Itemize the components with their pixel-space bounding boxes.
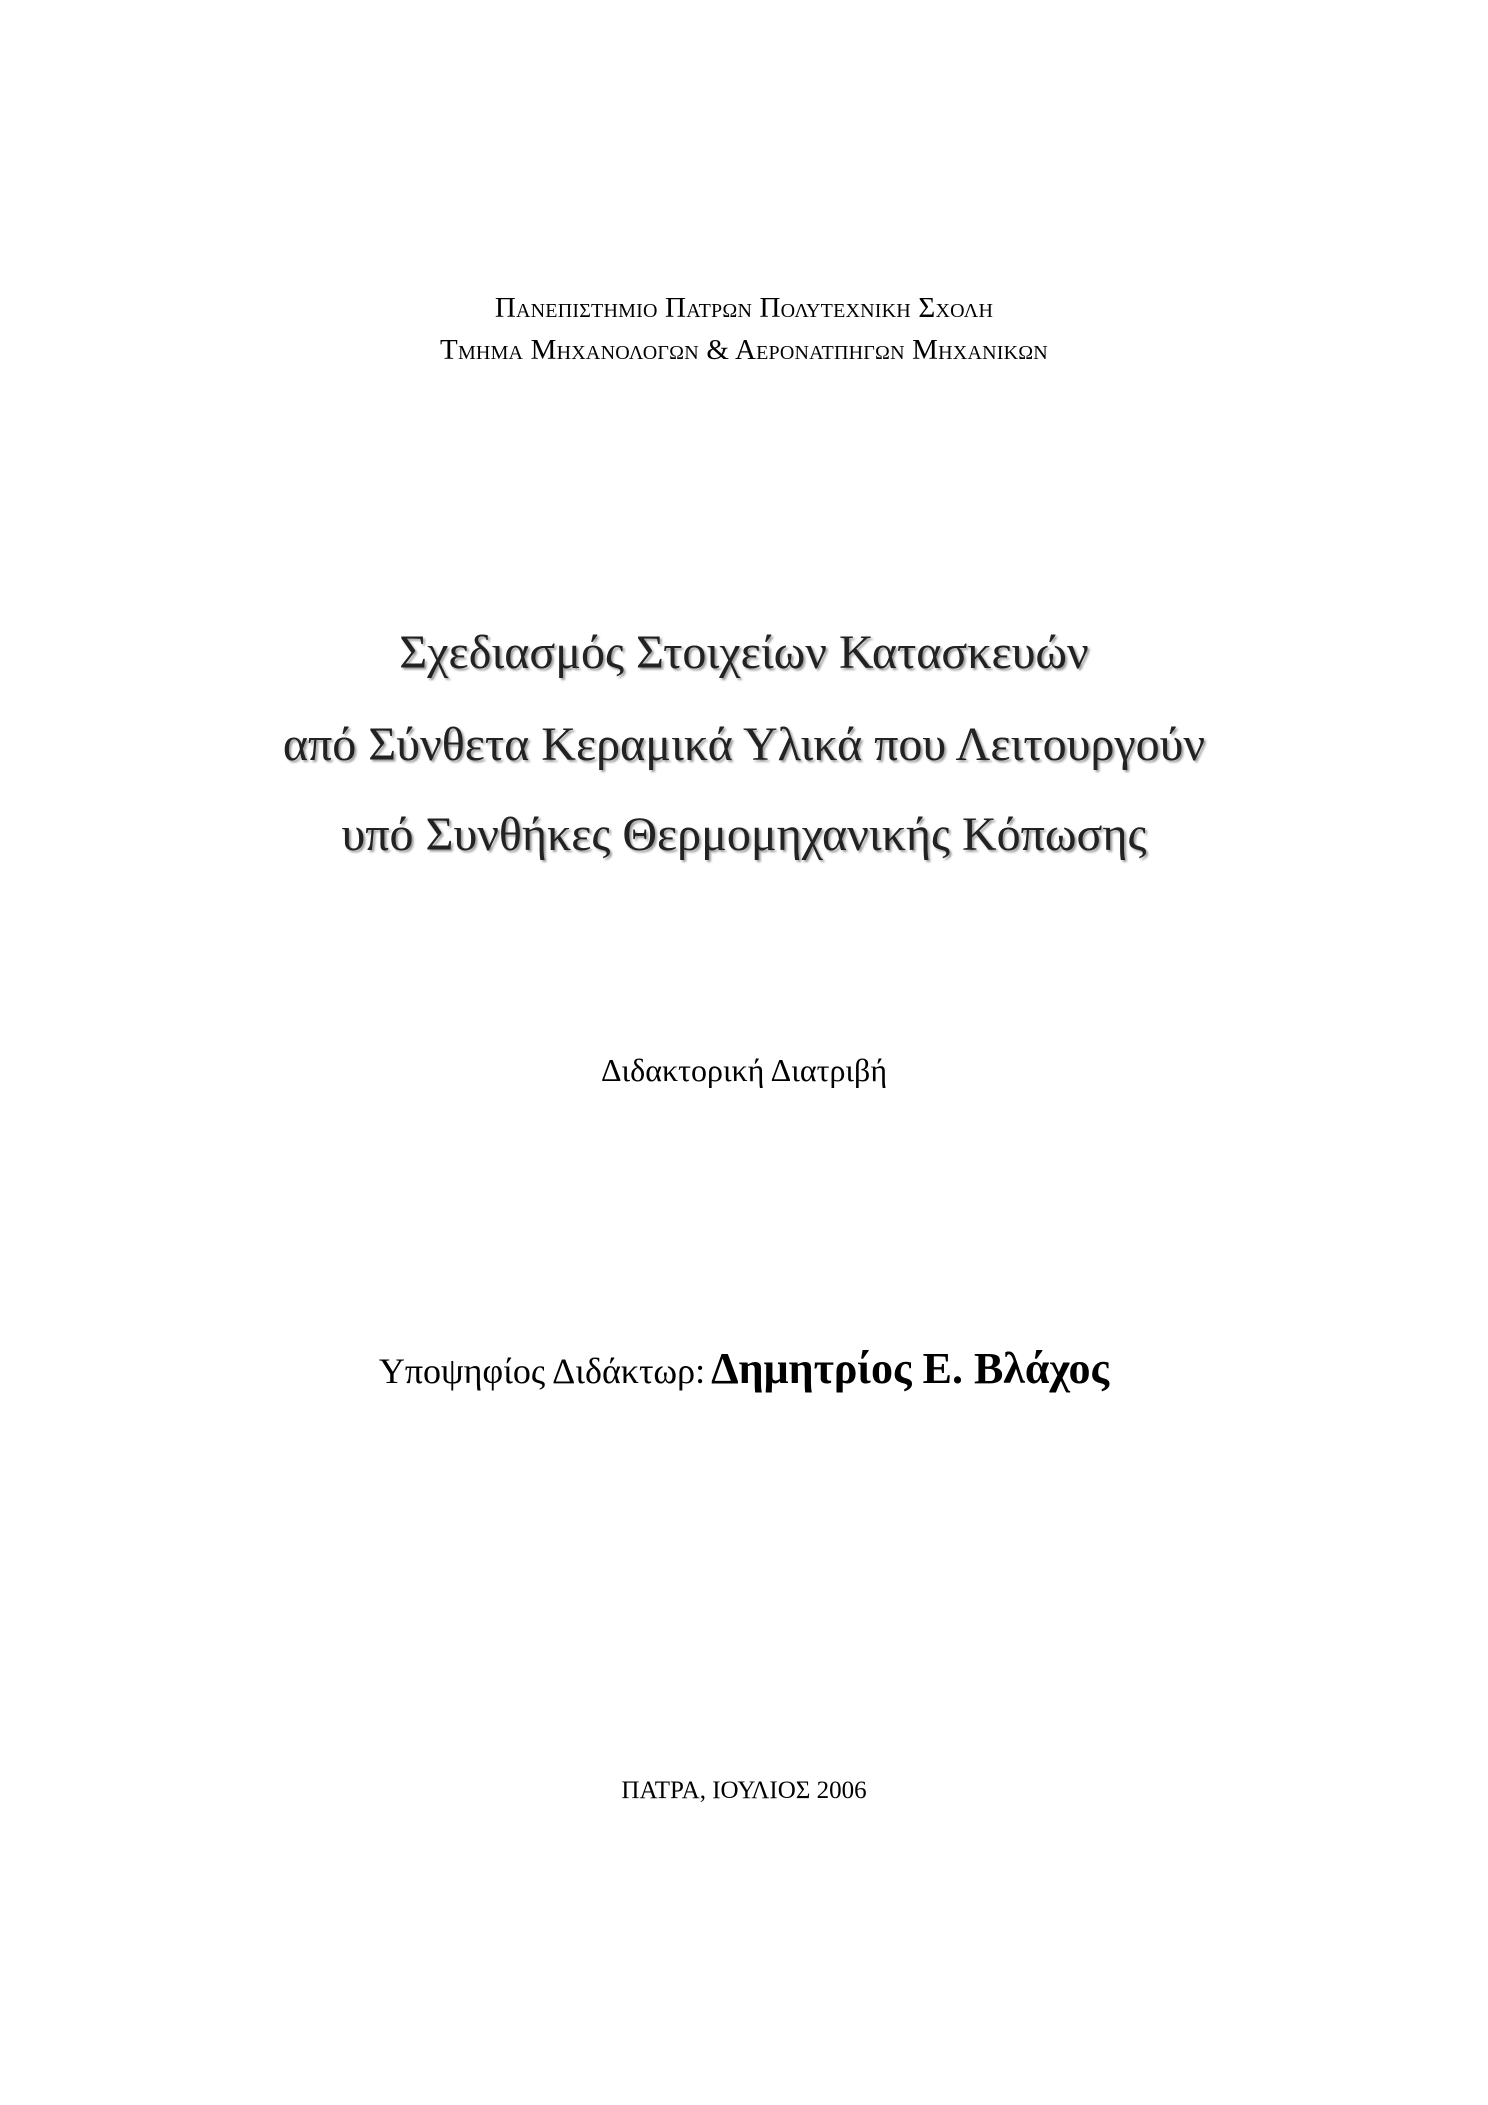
thesis-title-line-2: από Σύνθετα Κεραμικά Υλικά που Λειτουργούν [282,718,1206,771]
institution-line-1: Πανεπιστημιο Πατρων Πολυτεχνικη Σχολη [494,292,994,324]
candidate-label: Υποψηφίος Διδάκτωρ: [378,1351,706,1391]
place-date: ΠΑΤΡΑ, ΙΟΥΛΙΟΣ 2006 [621,1777,867,1804]
institution-line-2: Τμημα Μηχανολογων & Αερονατπηγων Μηχανικων [440,334,1048,366]
thesis-title-line-3: υπό Συνθήκες Θερμομηχανικής Κόπωσης [341,808,1147,861]
document-type: Διδακτορική Διατριβή [600,1052,888,1088]
candidate-line [0,1345,1488,1395]
thesis-title-line-1: Σχεδιασμός Στοιχείων Κατασκευών [399,626,1089,679]
candidate-name: Δημητρίος Ε. Βλάχος [711,1344,1110,1393]
